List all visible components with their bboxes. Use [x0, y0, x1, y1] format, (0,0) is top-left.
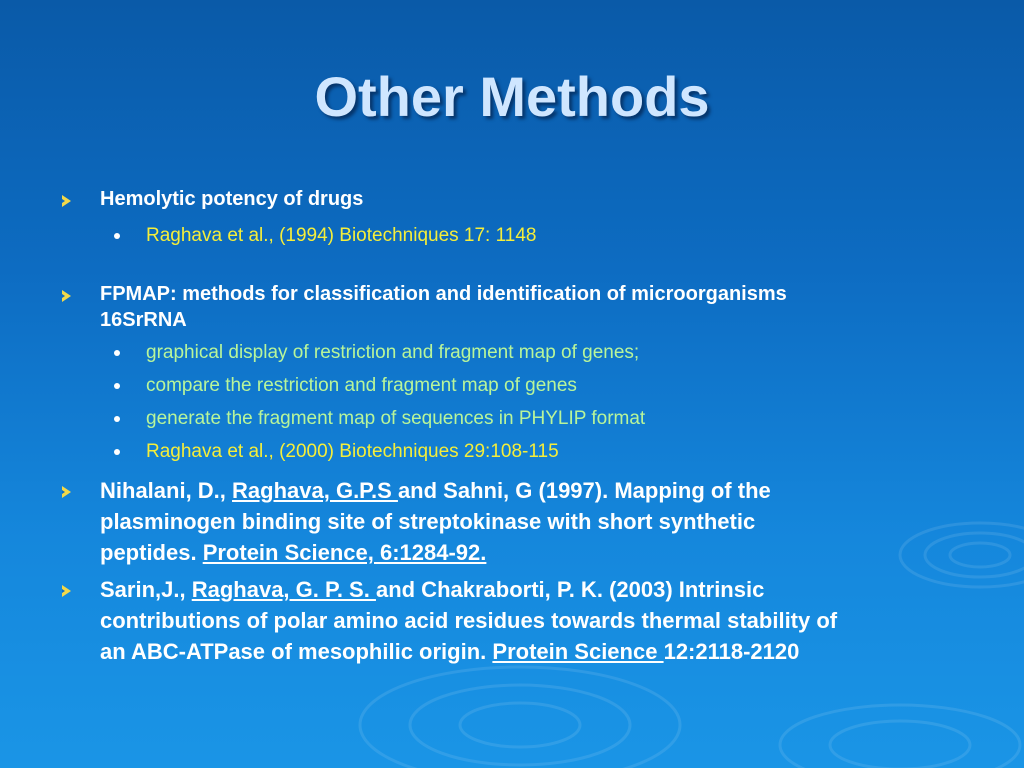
author-link[interactable]: Raghava, G.P.S	[232, 478, 398, 503]
reference-text: Nihalani, D.,	[100, 478, 233, 503]
journal-link[interactable]: Protein Science	[492, 639, 664, 664]
reference-text: contributions of polar amino acid residues towards thermal stability of	[100, 608, 838, 633]
citation-text: Raghava et al., (2000) Biotechniques 29:108-115	[146, 441, 559, 462]
sub-bullet	[62, 222, 982, 249]
sub-bullet	[62, 339, 982, 366]
detail-text: compare the restriction and fragment map of genes	[146, 375, 577, 396]
arrow-bullet-icon	[62, 195, 71, 207]
reference-text: Sarin,J.,	[100, 577, 192, 602]
reference-text: peptides.	[100, 540, 203, 565]
sub-bullet	[62, 372, 982, 399]
dot-bullet-icon	[114, 416, 120, 422]
bullet-hemolytic	[62, 186, 982, 212]
reference-text: plasminogen binding site of streptokinase with short synthetic	[100, 509, 756, 534]
sub-bullet	[62, 405, 982, 432]
reference-text: an ABC-ATPase of mesophilic origin.	[100, 639, 493, 664]
sub-bullet	[62, 438, 982, 465]
dot-bullet-icon	[114, 350, 120, 356]
bullet-heading-line2: 16SrRNA	[100, 309, 187, 331]
dot-bullet-icon	[114, 449, 120, 455]
detail-text: generate the fragment map of sequences in PHYLIP format	[146, 408, 646, 429]
reference-text: and Sahni, G (1997). Mapping of the	[397, 478, 771, 503]
dot-bullet-icon	[114, 233, 120, 239]
bullet-heading: Hemolytic potency of drugs	[100, 188, 364, 210]
journal-link[interactable]: Protein Science, 6:1284-92.	[202, 540, 487, 565]
bullet-fpmap	[62, 281, 982, 333]
bullet-heading-line1: FPMAP: methods for classification and identification of microorganisms	[100, 283, 787, 305]
slide-content	[62, 186, 982, 667]
author-link[interactable]: Raghava, G. P. S.	[191, 577, 376, 602]
arrow-bullet-icon	[62, 486, 71, 498]
citation-text: Raghava et al., (1994) Biotechniques 17: 1148	[146, 225, 537, 246]
reference-text: and Chakraborti, P. K. (2003) Intrinsic	[375, 577, 765, 602]
reference-text: 12:2118-2120	[663, 639, 800, 664]
detail-text: graphical display of restriction and fragment map of genes;	[146, 342, 640, 363]
bullet-nihalani	[62, 475, 982, 568]
dot-bullet-icon	[114, 383, 120, 389]
arrow-bullet-icon	[62, 290, 71, 302]
slide-title: Other Methods	[314, 65, 710, 128]
arrow-bullet-icon	[62, 585, 71, 597]
bullet-sarin	[62, 574, 982, 667]
